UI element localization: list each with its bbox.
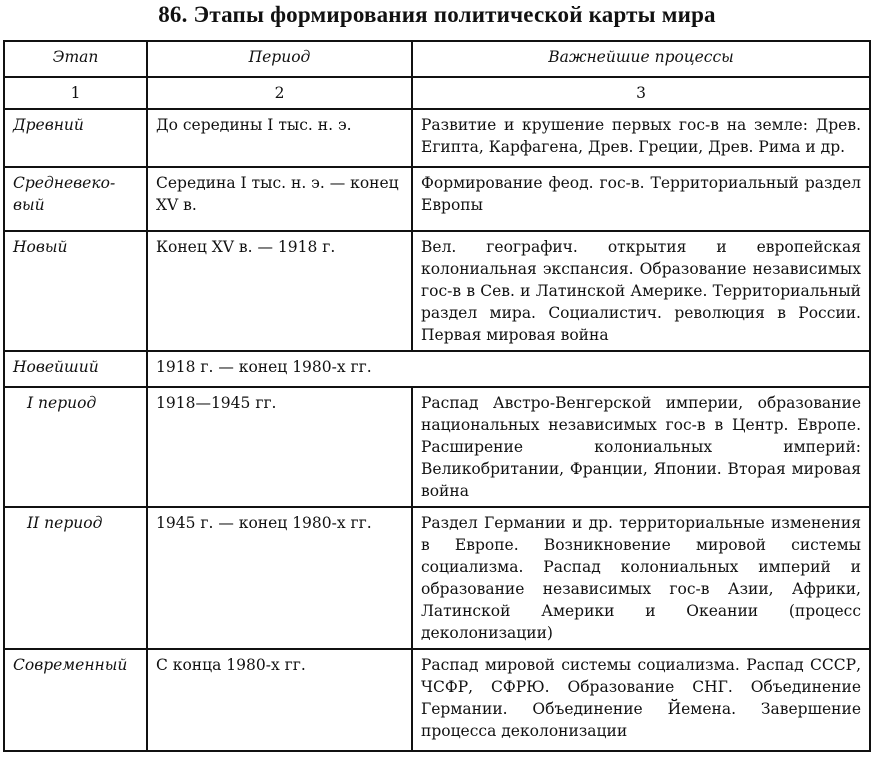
- page-title: 86. Этапы формирования политической карты мира: [158, 2, 716, 27]
- stage-cell: II период: [4, 507, 147, 649]
- table-row: [4, 109, 870, 167]
- period-cell: 1918 г. — конец 1980-х гг.: [147, 351, 870, 387]
- table-row: [4, 507, 870, 649]
- processes-cell: Распад мировой системы социализма. Распад СССР, ЧСФР, СФРЮ. Образование СНГ. Объединение Германии. Объединение Йемена. Завершение процесса деколонизации: [412, 649, 870, 751]
- column-number: 3: [412, 77, 870, 109]
- stage-cell: I период: [4, 387, 147, 507]
- processes-cell: Распад Австро-Венгерской империи, образование национальных независимых гос-в в Центр. Европе. Расширение колониальных империй: Великобритании, Франции, Японии. Вторая мировая война: [412, 387, 870, 507]
- processes-cell: Формирование феод. гос-в. Территориальный раздел Европы: [412, 167, 870, 231]
- stage-cell: Новый: [4, 231, 147, 351]
- table-row: [4, 167, 870, 231]
- column-number-row: [4, 77, 870, 109]
- table-row: [4, 351, 870, 387]
- period-cell: Конец XV в. — 1918 г.: [147, 231, 412, 351]
- period-cell: Середина I тыс. н. э. — конец XV в.: [147, 167, 412, 231]
- period-cell: 1945 г. — конец 1980-х гг.: [147, 507, 412, 649]
- processes-cell: Развитие и крушение первых гос-в на земле: Древ. Египта, Карфагена, Древ. Греции, Древ. Рима и др.: [412, 109, 870, 167]
- header-period: Период: [147, 41, 412, 77]
- table-row: [4, 231, 870, 351]
- stage-cell: Древний: [4, 109, 147, 167]
- header-processes: Важнейшие процессы: [412, 41, 870, 77]
- processes-cell: Вел. географич. открытия и европейская колониальная экспансия. Образование независимых гос-в в Сев. и Латинской Америке. Территориальный раздел мира. Социалистич. революция в России. Первая мировая война: [412, 231, 870, 351]
- header-stage: Этап: [4, 41, 147, 77]
- stage-cell: Средневеко-вый: [4, 167, 147, 231]
- table-row: [4, 387, 870, 507]
- stage-cell: Современный: [4, 649, 147, 751]
- stage-cell: Новейший: [4, 351, 147, 387]
- period-cell: До середины I тыс. н. э.: [147, 109, 412, 167]
- period-cell: 1918—1945 гг.: [147, 387, 412, 507]
- period-cell: С конца 1980-х гг.: [147, 649, 412, 751]
- table-header-row: [4, 41, 870, 77]
- stages-table: [3, 40, 871, 752]
- column-number: 1: [4, 77, 147, 109]
- column-number: 2: [147, 77, 412, 109]
- table-row: [4, 649, 870, 751]
- processes-cell: Раздел Германии и др. территориальные изменения в Европе. Возникновение мировой системы социализма. Распад колониальных империй и образование независимых гос-в Азии, Африки, Латинской Америки и Океании (процесс деколонизации): [412, 507, 870, 649]
